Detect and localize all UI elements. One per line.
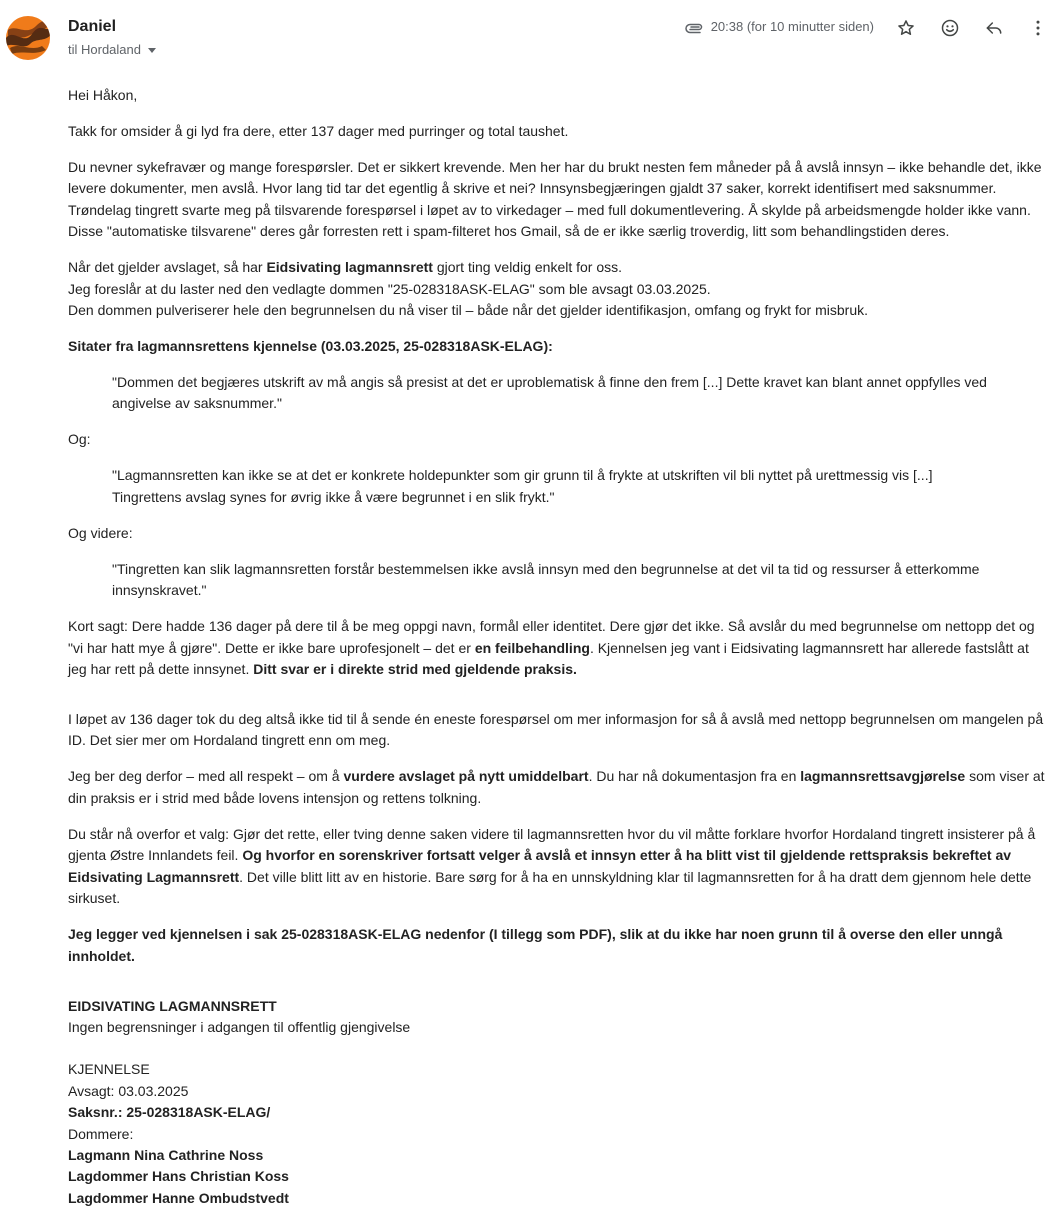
sender-name[interactable]: Daniel bbox=[68, 18, 116, 36]
paragraph-5: I løpet av 136 dager tok du deg altså ikke tid til å sende én eneste forespørsel om mer informasjon for så å avslå med nettopp begrunnelsen om mangelen på ID. Det sier mer om Hordaland tingrett enn om meg. bbox=[68, 709, 1048, 752]
message-header bbox=[0, 0, 1050, 80]
emoji-icon bbox=[940, 18, 960, 38]
judge-3: Lagdommer Hanne Ombudstvedt bbox=[68, 1188, 1048, 1209]
message-time: 20:38 (for 10 minutter siden) bbox=[711, 19, 874, 34]
star-icon bbox=[896, 18, 916, 38]
paragraph-4: Kort sagt: Dere hadde 136 dager på dere til å be meg oppgi navn, formål eller identitet. Dere gjør det ikke. Så avslår du med begrunnelse om nettopp det og "vi har hatt mye å gjøre". Dette er ikke bare uprofesjonelt – det er en feilbehandling. Kjennelsen jeg vant i Eidsivating lagmannsrett har allerede fastslått at jeg har rett på dette innsynet. Ditt svar er i direkte strid med gjeldende praksis. bbox=[68, 616, 1048, 680]
spacer bbox=[68, 1038, 1048, 1059]
paragraph-1: Takk for omsider å gi lyd fra dere, etter 137 dager med purringer og total taushet. bbox=[68, 121, 1048, 142]
paragraph-7: Du står nå overfor et valg: Gjør det rette, eller tving denne saken videre til lagmannsretten hvor du vil måtte forklare hvorfor Hordaland tingrett insisterer på å gjenta Østre Innlandets feil. Og hvorfor en sorenskriver fortsatt velger å avslå et innsyn etter å ha blitt vist til gjeldende rettspraksis bekreftet av Eidsivating Lagmannsrett. Det ville blitt litt av en historie. Bare sørg for å ha en unnskyldning klar til lagmannsretten for å ha dratt dem gjennom hele dette sirkuset. bbox=[68, 824, 1048, 910]
paperclip-icon[interactable] bbox=[685, 20, 705, 34]
spacer bbox=[68, 982, 1048, 996]
avatar-image bbox=[6, 16, 50, 60]
spacer bbox=[68, 695, 1048, 709]
more-vert-icon bbox=[1028, 18, 1048, 38]
avatar[interactable] bbox=[6, 16, 50, 60]
paragraph-2: Du nevner sykefravær og mange forespørsler. Det er sikkert krevende. Men her har du brukt nesten fem måneder på å avslå innsyn – ikke behandle det, ikke levere dokumenter, men avslå. Hvor lang tid tar det egentlig å skrive et nei? Innsynsbegjæringen gjaldt 37 saker, korrekt identifisert med saksnummer. Trøndelag tingrett svarte meg på tilsvarende forespørsel i løpet av to virkedager – med full dokumentlevering. Å skylde på arbeidsmengde holder ikke vann. Disse "automatiske tilsvarene" deres går forresten rett i spam-filteret hos Gmail, så de er ikke særlig troverdig, litt som behandlingstiden deres. bbox=[68, 157, 1048, 243]
quote-3: "Tingretten kan slik lagmannsretten forstår bestemmelsen ikke avslå innsyn med den begrunnelse at det vil ta tid og ressurser å etterkomme innsynskravet." bbox=[68, 559, 1048, 602]
judge-1: Lagmann Nina Cathrine Noss bbox=[68, 1145, 1048, 1166]
court-subtitle: Ingen begrensninger i adgangen til offentlig gjengivelse bbox=[68, 1017, 1048, 1038]
star-button[interactable] bbox=[894, 16, 918, 40]
more-options-button[interactable] bbox=[1026, 16, 1050, 40]
kjennelse-label: KJENNELSE bbox=[68, 1059, 1048, 1080]
case-number: Saksnr.: 25-028318ASK-ELAG/ bbox=[68, 1102, 1048, 1123]
recipient-label: til Hordaland bbox=[68, 42, 141, 57]
quotes-heading: Sitater fra lagmannsrettens kjennelse (03.03.2025, 25-028318ASK-ELAG): bbox=[68, 336, 1048, 357]
og-label: Og: bbox=[68, 429, 1048, 450]
avsagt-date: Avsagt: 03.03.2025 bbox=[68, 1081, 1048, 1102]
paragraph-3: Når det gjelder avslaget, så har Eidsivating lagmannsrett gjort ting veldig enkelt for oss. Jeg foreslår at du laster ned den vedlagte dommen "25-028318ASK-ELAG" som ble avsagt 03.03.2025. Den dommen pulveriserer hele den begrunnelsen du nå viser til – både når det gjelder identifikasjon, omfang og frykt for misbruk. bbox=[68, 257, 1048, 321]
quote-2: "Lagmannsretten kan ikke se at det er konkrete holdepunkter som gir grunn til å frykte at utskriften vil bli nyttet på urettmessig vis [...] Tingrettens avslag synes for øvrig ikke å være begrunnet i en slik frykt." bbox=[68, 465, 1048, 508]
reply-icon bbox=[984, 18, 1004, 38]
message-meta bbox=[685, 19, 874, 34]
court-block bbox=[68, 996, 1048, 1209]
recipient-dropdown[interactable] bbox=[68, 42, 159, 57]
judges-label: Dommere: bbox=[68, 1124, 1048, 1145]
emoji-button[interactable] bbox=[938, 16, 962, 40]
quote-1: "Dommen det begjæres utskrift av må angis så presist at det er uproblematisk å finne den frem [...] Dette kravet kan blant annet oppfylles ved angivelse av saksnummer." bbox=[68, 372, 1048, 415]
greeting: Hei Håkon, bbox=[68, 85, 1048, 106]
court-name: EIDSIVATING LAGMANNSRETT bbox=[68, 996, 1048, 1017]
reply-button[interactable] bbox=[982, 16, 1006, 40]
paragraph-6: Jeg ber deg derfor – med all respekt – om å vurdere avslaget på nytt umiddelbart. Du har nå dokumentasjon fra en lagmannsrettsavgjørelse som viser at din praksis er i strid med både lovens intensjon og rettens tolkning. bbox=[68, 766, 1048, 809]
message-body bbox=[68, 85, 1048, 1209]
og-videre-label: Og videre: bbox=[68, 523, 1048, 544]
chevron-down-icon bbox=[145, 43, 159, 57]
paragraph-8: Jeg legger ved kjennelsen i sak 25-028318ASK-ELAG nedenfor (I tillegg som PDF), slik at du ikke har noen grunn til å overse den eller unngå innholdet. bbox=[68, 924, 1048, 967]
judge-2: Lagdommer Hans Christian Koss bbox=[68, 1166, 1048, 1187]
